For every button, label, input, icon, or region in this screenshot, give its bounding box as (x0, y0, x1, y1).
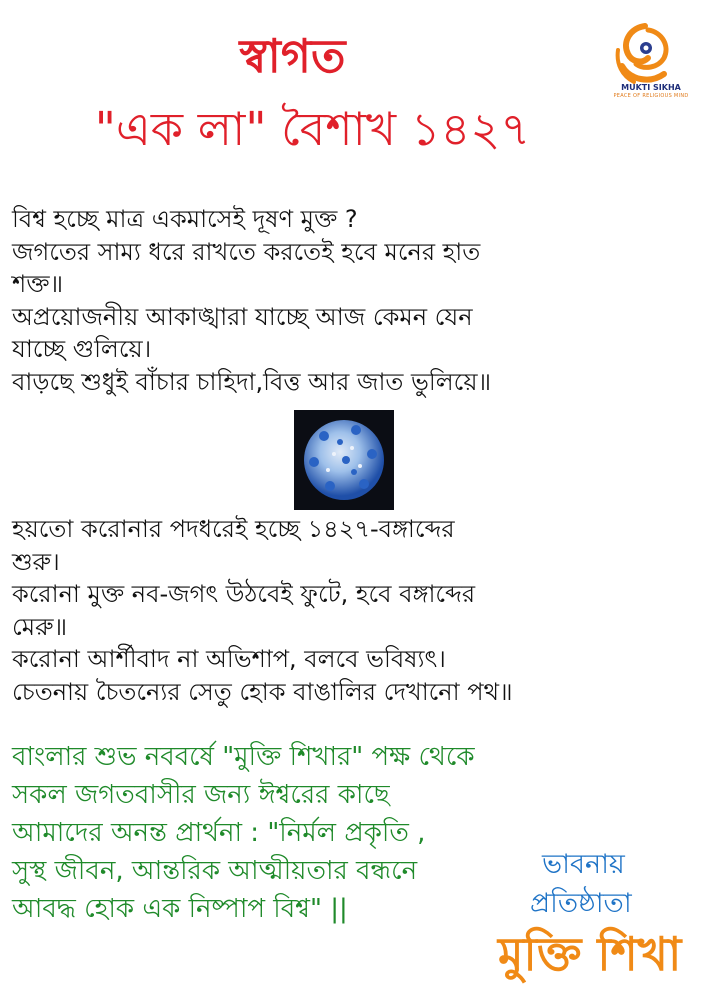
logo-text (596, 84, 705, 100)
poem-line: যাচ্ছে গুলিয়ে। (12, 335, 152, 363)
poem-line: জগতের সাম্য ধরে রাখতে করতেই হবে মনের হাত (12, 237, 481, 266)
poem-line: শুরু। (12, 547, 60, 576)
credit-concept: ভাবনায় (542, 849, 625, 880)
poem-line: বাড়ছে শুধুই বাঁচার চাহিদা,বিত্ত আর জাত ভুলিয়ে॥ (12, 367, 492, 396)
greeting-line: সকল জগতবাসীর জন্য ঈশ্বরের কাছে (12, 780, 390, 810)
poem-line: শক্ত॥ (12, 270, 64, 298)
poem-stanza-2 (12, 513, 702, 708)
poem-line: হয়তো করোনার পদধরেই হচ্ছে ১৪২৭-বঙ্গাব্দের (12, 515, 455, 543)
poem-line: চেতনায় চৈতন্যের সেতু হোক বাঙালির দেখানো পথ॥ (12, 677, 513, 706)
greeting-line: আমাদের অনন্ত প্রার্থনা : "নির্মল প্রকৃতি , (12, 818, 426, 848)
credit-founder: প্রতিষ্ঠাতা (530, 888, 632, 919)
poem-line: করোনা আর্শীবাদ না অভিশাপ, বলবে ভবিষ্যৎ। (12, 645, 446, 673)
coronavirus-image (294, 410, 394, 510)
poem-line: বিশ্ব হচ্ছে মাত্র একমাসেই দূষণ মুক্ত ? (12, 205, 358, 233)
signature: মুক্তি শিখা (498, 927, 682, 981)
greeting-line: আবদ্ধ হোক এক নিষ্পাপ বিশ্ব" || (12, 894, 348, 924)
logo-tagline: PEACE OF RELIGIOUS MIND (613, 93, 689, 99)
greeting-line: বাংলার শুভ নববর্ষে "মুক্তি শিখার" পক্ষ থেকে (12, 742, 475, 772)
new-year-greeting (12, 738, 475, 928)
logo-name: MUKTI SIKHA (621, 83, 681, 92)
poem-stanza-1 (12, 203, 702, 398)
poem-line: মেরু॥ (12, 612, 68, 641)
poem-line: করোনা মুক্ত নব-জগৎ উঠবেই ফুটে, হবে বঙ্গাব্দের (12, 580, 476, 608)
greeting-line: সুস্থ জীবন, আন্তরিক আত্মীয়তার বন্ধনে (12, 856, 418, 886)
poem-line: অপ্রয়োজনীয় আকাঙ্খারা যাচ্ছে আজ কেমন যেন (12, 302, 473, 331)
date-title: "এক লা" বৈশাখ ১৪২৭ (94, 102, 531, 156)
welcome-title: স্বাগত (239, 29, 346, 83)
